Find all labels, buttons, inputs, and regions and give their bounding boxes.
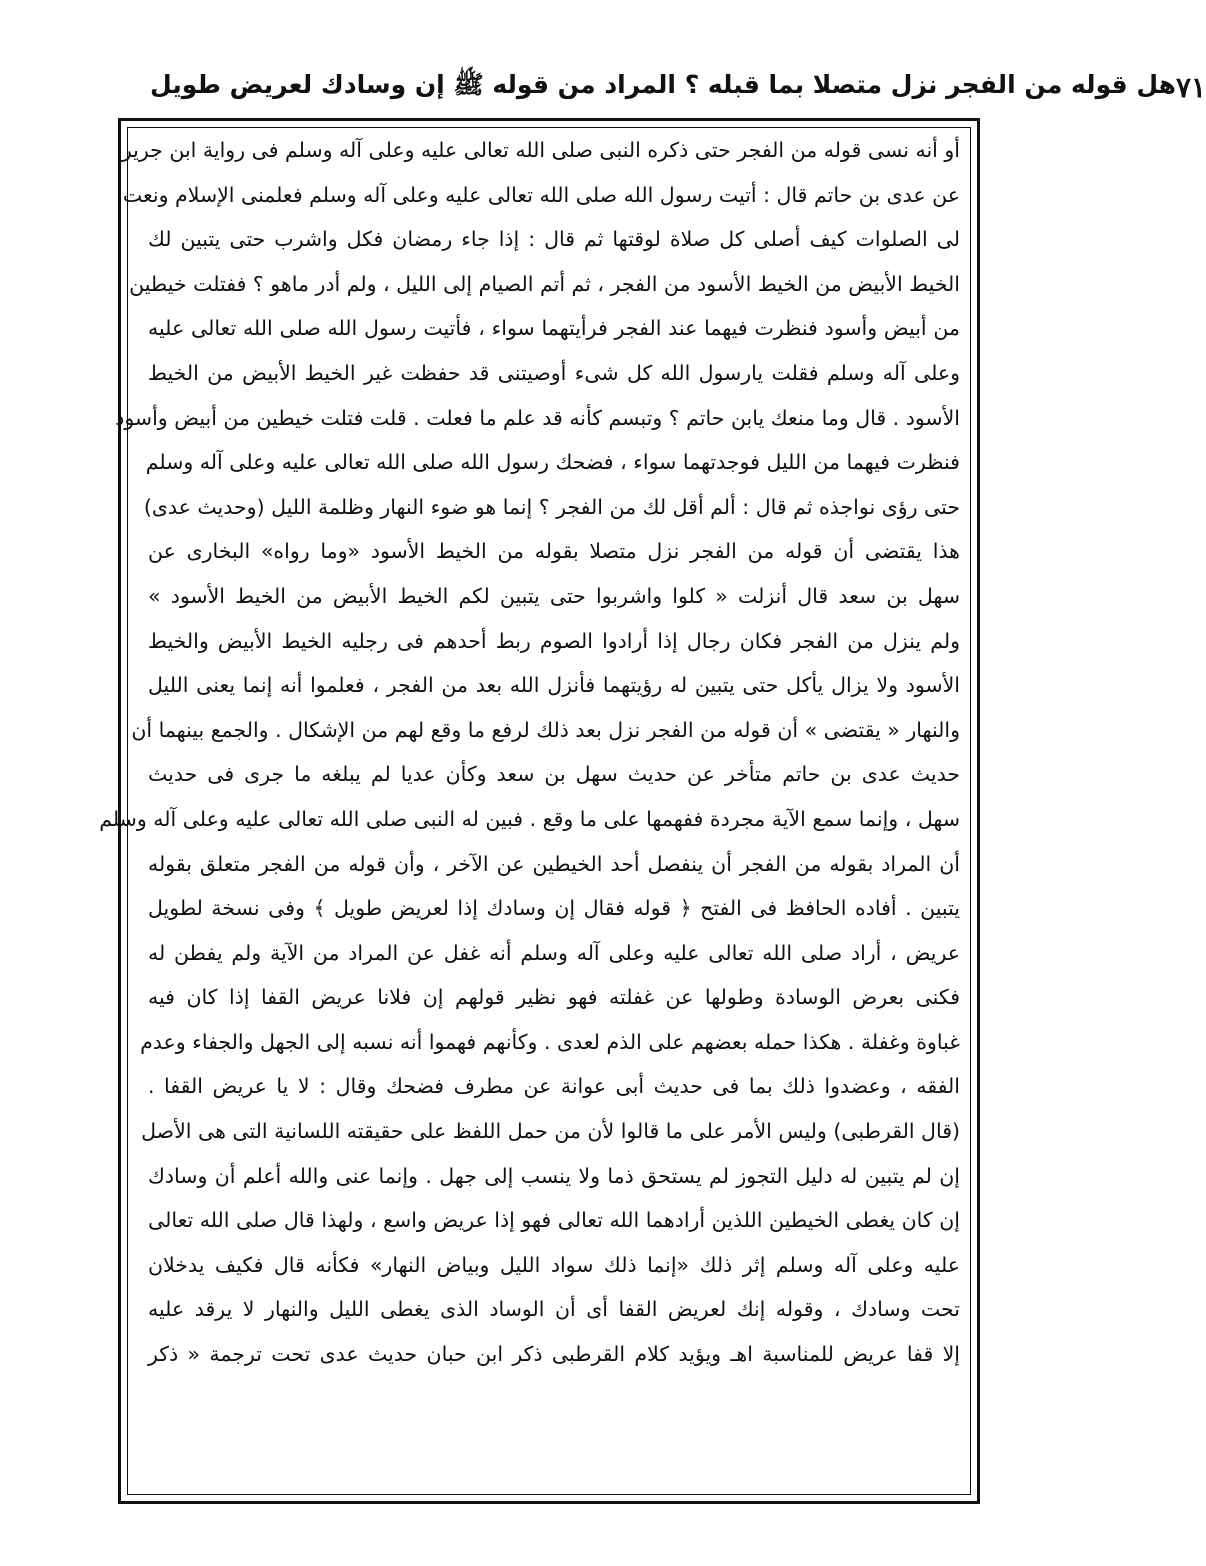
text-line: والنهار « يقتضى » أن قوله من الفجر نزل بعد ذلك لرفع ما وقع لهم من الإشكال . والجمع بينهما أن	[131, 717, 960, 742]
text-line: ولم ينزل من الفجر فكان رجال إذا أرادوا الصوم ربط أحدهم فى رجليه الخيط الأبيض والخيط	[148, 628, 960, 653]
text-line: أو أنه نسى قوله من الفجر حتى ذكره النبى صلى الله تعالى عليه وعلى آله وسلم فى رواية ابن جرير	[121, 138, 960, 162]
text-line: حديث عدى بن حاتم متأخر عن حديث سهل بن سعد وكأن عديا لم يبلغه ما جرى فى حديث	[148, 762, 960, 787]
text-line: وعلى آله وسلم فقلت يارسول الله كل شىء أوصيتنى قد حفظت غير الخيط الأبيض من الخيط	[148, 360, 960, 385]
text-line: الأسود . قال وما منعك يابن حاتم ؟ وتبسم كأنه قد علم ما فعلت . قلت فتلت خيطين من أبيض وأسود	[115, 405, 960, 430]
text-line: حتى رؤى نواجذه ثم قال : ألم أقل لك من الفجر ؟ إنما هو ضوء النهار وظلمة الليل (وحديث عدى)	[143, 494, 960, 519]
text-line: سهل ، وإنما سمع الآية مجردة ففهمها على ما وقع . فبين له النبى صلى الله تعالى عليه وعلى آله وسلم	[99, 806, 960, 831]
text-line: فكنى بعرض الوسادة وطولها عن غفلته فهو نظير قولهم إن فلانا عريض القفا إذا كان فيه	[148, 985, 960, 1010]
text-line: أن المراد بقوله من الفجر أن ينفصل أحد الخيطين عن الآخر ، وأن قوله من الفجر متعلق بقوله	[148, 851, 960, 876]
page-number: ٧١	[1175, 70, 1206, 104]
text-line: الخيط الأبيض من الخيط الأسود من الفجر ، ثم أتم الصيام إلى الليل ، ولم أدر ماهو ؟ ففتلت خيطين	[129, 271, 960, 296]
running-title: هل قوله من الفجر نزل متصلا بما قبله ؟ المراد من قوله ﷺ إن وسادك لعريض طويل	[150, 69, 1176, 99]
text-line: غباوة وغفلة . هكذا حمله بعضهم على الذم لعدى . وكأنهم فهموا أنه نسبه إلى الجهل والجفاء وعدم	[140, 1029, 960, 1054]
text-line: هذا يقتضى أن قوله من الفجر نزل متصلا بقوله من الخيط الأسود «وما رواه» البخارى عن	[148, 539, 960, 564]
text-line: الأسود ولا يزال يأكل حتى يتبين له رؤيتهما فأنزل الله بعد من الفجر ، فعلموا أنه إنما يعنى الليل	[148, 673, 960, 698]
body-text	[99, 128, 960, 1377]
text-line: سهل بن سعد قال أنزلت « كلوا واشربوا حتى يتبين لكم الخيط الأبيض من الخيط الأسود »	[148, 583, 960, 608]
text-line: إلا قفا عريض للمناسبة اهـ ويؤيد كلام القرطبى ذكر ابن حبان حديث عدى تحت ترجمة « ذكر	[148, 1342, 960, 1367]
text-line: عليه وعلى آله وسلم إثر ذلك «إنما ذلك سواد الليل وبياض النهار» فكأنه قال فكيف يدخلان	[148, 1252, 960, 1277]
text-line: الفقه ، وعضدوا ذلك بما فى حديث أبى عوانة عن مطرف فضحك وقال : لا يا عريض القفا .	[148, 1074, 960, 1099]
text-line: تحت وسادك ، وقوله إنك لعريض القفا أى أن الوساد الذى يغطى الليل والنهار لا يرقد عليه	[148, 1297, 960, 1322]
text-line: فنظرت فيهما من الليل فوجدتهما سواء ، فضحك رسول الله صلى الله تعالى عليه وعلى آله وسلم	[145, 450, 960, 475]
text-line: لى الصلوات كيف أصلى كل صلاة لوقتها ثم قال : إذا جاء رمضان فكل واشرب حتى يتبين لك	[148, 227, 960, 252]
text-line: (قال القرطبى) وليس الأمر على ما قالوا لأن من حمل اللفظ على حقيقته اللسانية التى هى الأصل	[141, 1119, 960, 1144]
text-line: عن عدى بن حاتم قال : أتيت رسول الله صلى الله تعالى عليه وعلى آله وسلم فعلمنى الإسلام ونعت	[122, 182, 960, 207]
text-line: إن كان يغطى الخيطين اللذين أرادهما الله تعالى فهو إذا عريض واسع ، ولهذا قال صلى الله تعالى	[148, 1208, 960, 1233]
text-line: عريض ، أراد صلى الله تعالى عليه وعلى آله وسلم أنه غفل عن المراد من الآية ولم يفطن له	[148, 940, 960, 965]
text-line: إن لم يتبين له دليل التجوز لم يستحق ذما ولا ينسب إلى جهل . وإنما عنى والله أعلم أن وسادك	[148, 1163, 960, 1188]
page-header	[150, 62, 1206, 112]
text-line: يتبين . أفاده الحافظ فى الفتح ﴿ قوله فقال إن وسادك إذا لعريض طويل ﴾ وفى نسخة لطويل	[148, 896, 960, 921]
text-line: من أبيض وأسود فنظرت فيهما عند الفجر فرأيتهما سواء ، فأتيت رسول الله صلى الله تعالى عليه	[148, 316, 960, 341]
